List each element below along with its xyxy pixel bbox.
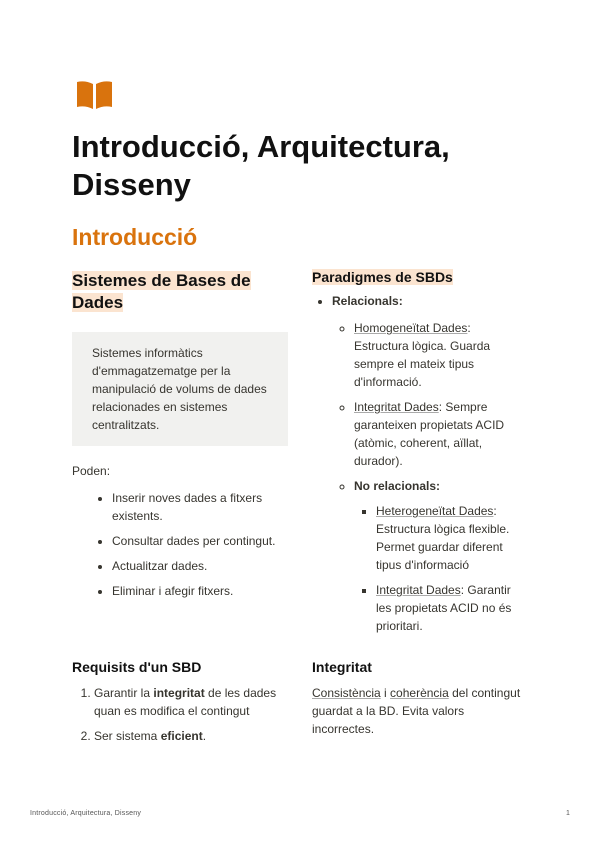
list-item: • Eliminar i afegir fitxers. (112, 582, 288, 600)
footer-title: Introducció, Arquitectura, Disseny (30, 810, 142, 817)
integritat-heading: Integritat (312, 659, 372, 675)
page-title: Introducció, Arquitectura, Disseny (72, 129, 450, 202)
nonrelational-label: No relacionals: (354, 479, 441, 493)
paradigmes-heading: Paradigmes de SBDs (312, 269, 453, 285)
term-link[interactable]: Heterogeneïtat Dades (376, 504, 494, 518)
sistemes-heading: Sistemes de Bases de Dades (72, 271, 251, 312)
integritat-text: Consistència i coherència del contingut guardat a la BD. Evita valors incorrectes. (312, 686, 521, 736)
list-item: 1. Garantir la integritat de les dades quan es modifica el contingut (94, 684, 288, 720)
list-item: ◦ Integritat Dades: Sempre garanteixen propietats ACID (atòmic, coherent, aïllat, durador). (354, 398, 528, 470)
list-item (332, 292, 528, 635)
requisits-section (72, 657, 288, 745)
poden-label: Poden: (72, 464, 111, 478)
definition-callout: Sistemes informàtics d'emmagatzematge per la manipulació de volums de dades relacionades en sistemes centralitzats. (72, 332, 288, 446)
paradigms-list (312, 292, 528, 635)
list-item: ◦ Homogeneïtat Dades: Estructura lògica. Guarda sempre el mateix tipus d'informació. (354, 319, 528, 391)
term-link[interactable]: coherència (390, 686, 449, 700)
requisits-heading: Requisits d'un SBD (72, 659, 202, 675)
list-item: ▪ Integritat Dades: Garantir les propietats ACID no és prioritari. (376, 581, 528, 635)
term-link[interactable]: Integritat Dades (376, 583, 461, 597)
list-item: ▪ Heterogeneïtat Dades: Estructura lògica flexible. Permet guardar diferent tipus d'informació (376, 502, 528, 574)
book-open-icon (76, 80, 113, 110)
right-column (312, 267, 528, 635)
page-number: 1 (566, 810, 570, 817)
list-item: • Consultar dades per contingut. (112, 532, 288, 550)
term-link[interactable]: Homogeneïtat Dades (354, 321, 468, 335)
capabilities-list (72, 489, 288, 600)
list-item: • Actualitzar dades. (112, 557, 288, 575)
requisits-list (72, 684, 288, 745)
section-heading: Introducció (72, 224, 198, 250)
nonrelational-sublist (354, 502, 528, 635)
integritat-section (312, 657, 528, 738)
left-column (72, 270, 288, 600)
relational-label: Relacionals: (332, 294, 403, 308)
list-item: 2. Ser sistema eficient. (94, 727, 288, 745)
list-item (354, 477, 528, 635)
list-item: • Inserir noves dades a fitxers existents. (112, 489, 288, 525)
term-link[interactable]: Integritat Dades (354, 400, 439, 414)
relational-sublist (332, 319, 528, 635)
term-link[interactable]: Consistència (312, 686, 381, 700)
